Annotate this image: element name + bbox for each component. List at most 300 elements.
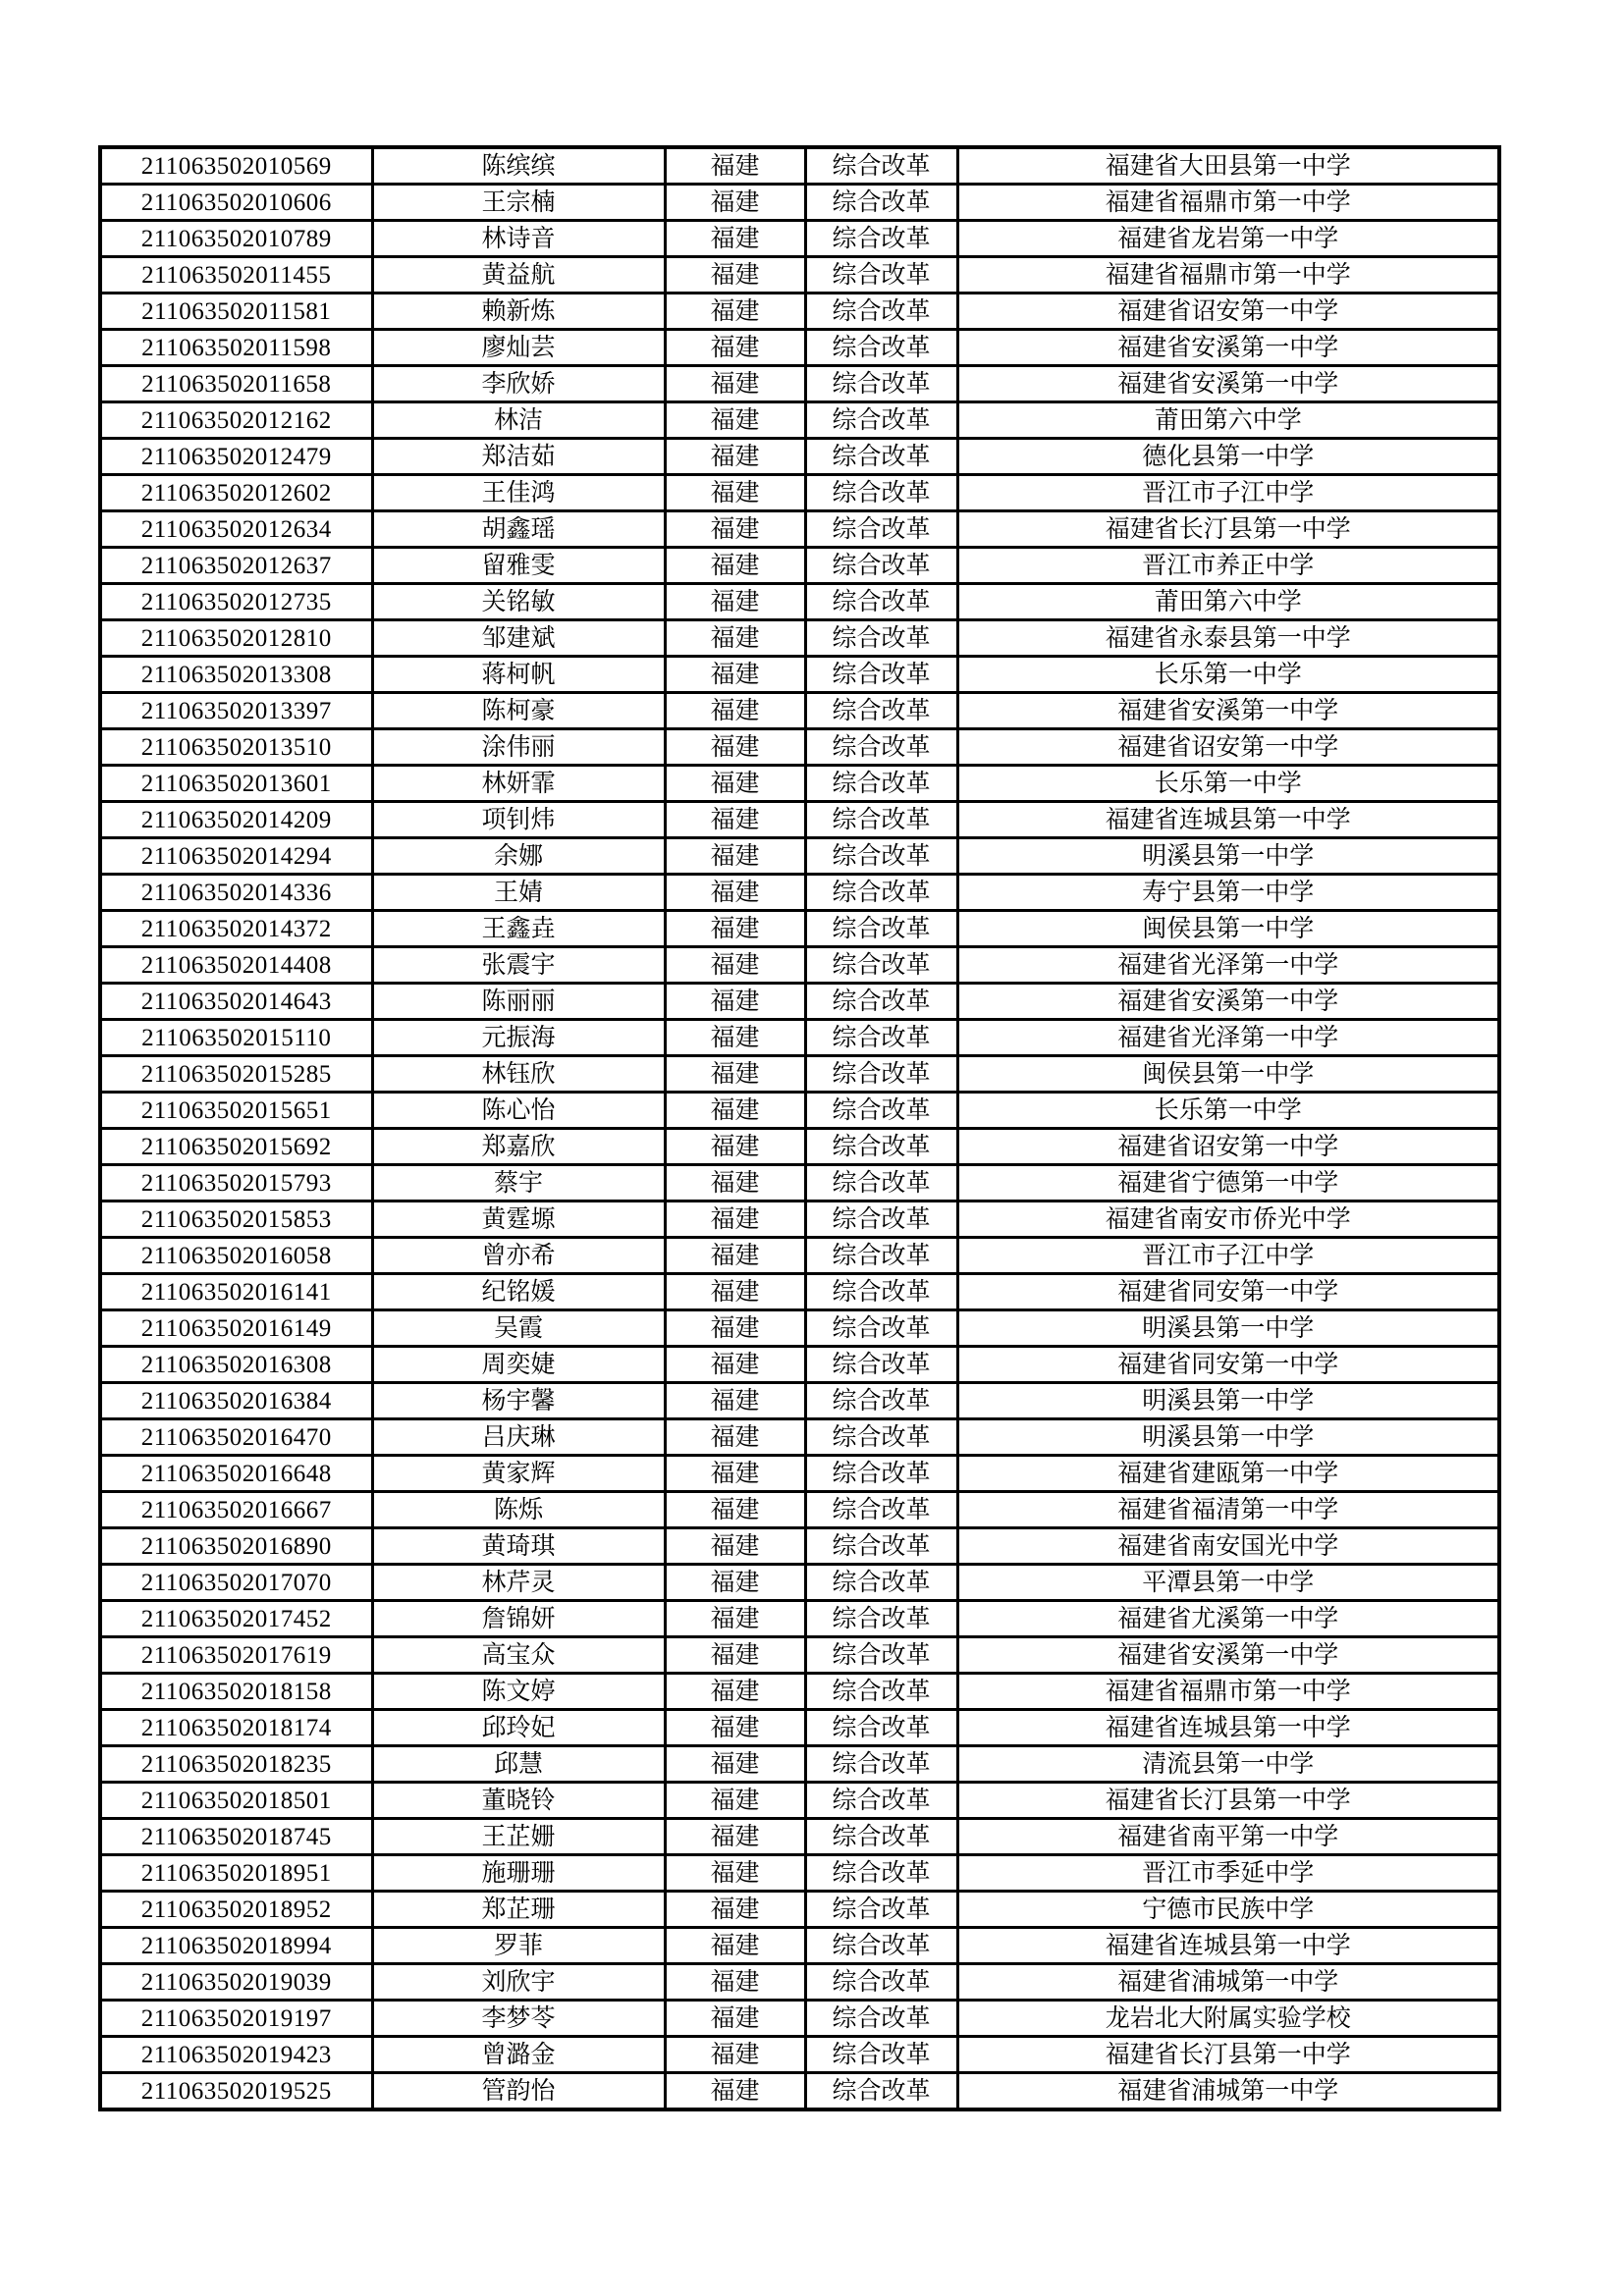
table-row [100, 657, 1499, 693]
table-row [100, 1710, 1499, 1746]
cell-exam-id: 211063502019525 [100, 2073, 372, 2110]
cell-province: 福建 [665, 875, 805, 911]
cell-exam-type: 综合改革 [805, 1964, 957, 2001]
cell-school: 明溪县第一中学 [957, 1383, 1499, 1419]
table-row [100, 1928, 1499, 1964]
cell-school: 莆田第六中学 [957, 402, 1499, 439]
cell-school: 福建省永泰县第一中学 [957, 620, 1499, 657]
cell-exam-id: 211063502011598 [100, 330, 372, 366]
cell-student-name: 张震宇 [372, 947, 665, 984]
cell-exam-type: 综合改革 [805, 875, 957, 911]
cell-exam-id: 211063502016384 [100, 1383, 372, 1419]
cell-student-name: 涂伟丽 [372, 729, 665, 766]
table-row [100, 402, 1499, 439]
table-row [100, 1855, 1499, 1892]
roster-table-body [100, 147, 1499, 2109]
table-row [100, 257, 1499, 294]
cell-exam-type: 综合改革 [805, 2037, 957, 2073]
cell-exam-type: 综合改革 [805, 1892, 957, 1928]
cell-exam-type: 综合改革 [805, 1419, 957, 1456]
cell-school: 福建省南安市侨光中学 [957, 1201, 1499, 1238]
cell-province: 福建 [665, 1892, 805, 1928]
cell-province: 福建 [665, 984, 805, 1020]
cell-exam-type: 综合改革 [805, 1347, 957, 1383]
cell-province: 福建 [665, 1201, 805, 1238]
table-row [100, 1783, 1499, 1819]
cell-school: 明溪县第一中学 [957, 1419, 1499, 1456]
cell-exam-type: 综合改革 [805, 257, 957, 294]
cell-exam-type: 综合改革 [805, 1710, 957, 1746]
cell-exam-id: 211063502012735 [100, 584, 372, 620]
cell-province: 福建 [665, 1129, 805, 1165]
cell-student-name: 周奕婕 [372, 1347, 665, 1383]
cell-exam-type: 综合改革 [805, 185, 957, 221]
cell-school: 福建省诏安第一中学 [957, 294, 1499, 330]
cell-school: 福建省安溪第一中学 [957, 366, 1499, 402]
cell-school: 明溪县第一中学 [957, 1310, 1499, 1347]
cell-student-name: 高宝众 [372, 1637, 665, 1674]
cell-province: 福建 [665, 147, 805, 185]
table-row [100, 1056, 1499, 1093]
cell-exam-id: 211063502019197 [100, 2001, 372, 2037]
cell-exam-type: 综合改革 [805, 1674, 957, 1710]
cell-school: 福建省宁德第一中学 [957, 1165, 1499, 1201]
cell-exam-type: 综合改革 [805, 657, 957, 693]
cell-student-name: 郑洁茹 [372, 439, 665, 475]
cell-exam-id: 211063502013308 [100, 657, 372, 693]
cell-student-name: 林妍霏 [372, 766, 665, 802]
table-row [100, 1819, 1499, 1855]
table-row [100, 475, 1499, 511]
table-row [100, 838, 1499, 875]
cell-school: 福建省同安第一中学 [957, 1347, 1499, 1383]
cell-school: 闽侯县第一中学 [957, 1056, 1499, 1093]
cell-school: 福建省光泽第一中学 [957, 947, 1499, 984]
cell-province: 福建 [665, 1456, 805, 1492]
cell-exam-id: 211063502018158 [100, 1674, 372, 1710]
cell-province: 福建 [665, 511, 805, 548]
cell-school: 福建省同安第一中学 [957, 1274, 1499, 1310]
cell-exam-id: 211063502012162 [100, 402, 372, 439]
cell-exam-type: 综合改革 [805, 1601, 957, 1637]
cell-exam-id: 211063502016667 [100, 1492, 372, 1528]
cell-student-name: 黄益航 [372, 257, 665, 294]
cell-school: 福建省连城县第一中学 [957, 1710, 1499, 1746]
cell-province: 福建 [665, 1528, 805, 1565]
cell-school: 福建省诏安第一中学 [957, 729, 1499, 766]
table-row [100, 147, 1499, 185]
cell-province: 福建 [665, 439, 805, 475]
cell-exam-id: 211063502015853 [100, 1201, 372, 1238]
cell-student-name: 董晓铃 [372, 1783, 665, 1819]
cell-school: 福建省浦城第一中学 [957, 1964, 1499, 2001]
cell-school: 闽侯县第一中学 [957, 911, 1499, 947]
cell-exam-id: 211063502012810 [100, 620, 372, 657]
cell-exam-id: 211063502010606 [100, 185, 372, 221]
cell-exam-type: 综合改革 [805, 1819, 957, 1855]
table-row [100, 2073, 1499, 2110]
cell-province: 福建 [665, 802, 805, 838]
cell-exam-id: 211063502012634 [100, 511, 372, 548]
table-row [100, 2001, 1499, 2037]
cell-school: 长乐第一中学 [957, 657, 1499, 693]
cell-province: 福建 [665, 402, 805, 439]
cell-school: 福建省长汀县第一中学 [957, 511, 1499, 548]
cell-school: 德化县第一中学 [957, 439, 1499, 475]
cell-exam-type: 综合改革 [805, 402, 957, 439]
cell-province: 福建 [665, 185, 805, 221]
cell-exam-id: 211063502015110 [100, 1020, 372, 1056]
cell-province: 福建 [665, 1710, 805, 1746]
cell-student-name: 关铭敏 [372, 584, 665, 620]
table-row [100, 1492, 1499, 1528]
table-row [100, 1129, 1499, 1165]
cell-exam-type: 综合改革 [805, 1383, 957, 1419]
cell-school: 福建省尤溪第一中学 [957, 1601, 1499, 1637]
table-row [100, 1274, 1499, 1310]
cell-province: 福建 [665, 475, 805, 511]
cell-province: 福建 [665, 1165, 805, 1201]
table-row [100, 1093, 1499, 1129]
cell-exam-id: 211063502017452 [100, 1601, 372, 1637]
cell-exam-id: 211063502016308 [100, 1347, 372, 1383]
cell-student-name: 蒋柯帆 [372, 657, 665, 693]
cell-exam-type: 综合改革 [805, 1456, 957, 1492]
cell-school: 寿宁县第一中学 [957, 875, 1499, 911]
cell-province: 福建 [665, 366, 805, 402]
cell-exam-id: 211063502011581 [100, 294, 372, 330]
cell-province: 福建 [665, 1020, 805, 1056]
table-row [100, 548, 1499, 584]
table-row [100, 294, 1499, 330]
cell-exam-type: 综合改革 [805, 1637, 957, 1674]
cell-student-name: 蔡宇 [372, 1165, 665, 1201]
cell-exam-type: 综合改革 [805, 1056, 957, 1093]
cell-province: 福建 [665, 620, 805, 657]
cell-exam-type: 综合改革 [805, 1201, 957, 1238]
cell-exam-type: 综合改革 [805, 147, 957, 185]
cell-student-name: 施珊珊 [372, 1855, 665, 1892]
cell-exam-id: 211063502015285 [100, 1056, 372, 1093]
table-row [100, 1238, 1499, 1274]
table-row [100, 1964, 1499, 2001]
table-row [100, 766, 1499, 802]
cell-student-name: 陈柯豪 [372, 693, 665, 729]
cell-school: 福建省长汀县第一中学 [957, 2037, 1499, 2073]
cell-school: 明溪县第一中学 [957, 838, 1499, 875]
cell-exam-type: 综合改革 [805, 1528, 957, 1565]
cell-exam-type: 综合改革 [805, 1093, 957, 1129]
cell-exam-type: 综合改革 [805, 1310, 957, 1347]
cell-school: 长乐第一中学 [957, 1093, 1499, 1129]
cell-exam-type: 综合改革 [805, 620, 957, 657]
cell-exam-type: 综合改革 [805, 1746, 957, 1783]
cell-exam-id: 211063502014336 [100, 875, 372, 911]
table-row [100, 1201, 1499, 1238]
cell-exam-type: 综合改革 [805, 475, 957, 511]
cell-exam-id: 211063502016058 [100, 1238, 372, 1274]
cell-exam-id: 211063502015651 [100, 1093, 372, 1129]
cell-school: 福建省福鼎市第一中学 [957, 257, 1499, 294]
cell-exam-type: 综合改革 [805, 984, 957, 1020]
table-row [100, 984, 1499, 1020]
cell-student-name: 郑嘉欣 [372, 1129, 665, 1165]
cell-school: 福建省南安国光中学 [957, 1528, 1499, 1565]
cell-student-name: 管韵怡 [372, 2073, 665, 2110]
cell-exam-type: 综合改革 [805, 1855, 957, 1892]
cell-student-name: 黄霆塬 [372, 1201, 665, 1238]
cell-school: 晋江市子江中学 [957, 475, 1499, 511]
cell-student-name: 留雅雯 [372, 548, 665, 584]
cell-exam-type: 综合改革 [805, 766, 957, 802]
cell-province: 福建 [665, 1783, 805, 1819]
cell-province: 福建 [665, 548, 805, 584]
cell-student-name: 王宗楠 [372, 185, 665, 221]
cell-school: 福建省连城县第一中学 [957, 802, 1499, 838]
table-row [100, 1637, 1499, 1674]
cell-student-name: 罗菲 [372, 1928, 665, 1964]
cell-exam-id: 211063502016648 [100, 1456, 372, 1492]
cell-province: 福建 [665, 1492, 805, 1528]
table-row [100, 1456, 1499, 1492]
cell-school: 福建省安溪第一中学 [957, 330, 1499, 366]
table-row [100, 1565, 1499, 1601]
cell-exam-type: 综合改革 [805, 1565, 957, 1601]
cell-student-name: 曾潞金 [372, 2037, 665, 2073]
cell-province: 福建 [665, 729, 805, 766]
cell-province: 福建 [665, 1383, 805, 1419]
table-row [100, 1165, 1499, 1201]
cell-exam-id: 211063502014372 [100, 911, 372, 947]
cell-province: 福建 [665, 1855, 805, 1892]
table-row [100, 947, 1499, 984]
cell-exam-type: 综合改革 [805, 511, 957, 548]
cell-student-name: 陈烁 [372, 1492, 665, 1528]
cell-province: 福建 [665, 1964, 805, 2001]
cell-exam-id: 211063502012602 [100, 475, 372, 511]
cell-student-name: 刘欣宇 [372, 1964, 665, 2001]
cell-exam-type: 综合改革 [805, 2001, 957, 2037]
cell-exam-id: 211063502010569 [100, 147, 372, 185]
table-row [100, 221, 1499, 257]
cell-province: 福建 [665, 584, 805, 620]
cell-student-name: 詹锦妍 [372, 1601, 665, 1637]
cell-exam-id: 211063502015793 [100, 1165, 372, 1201]
cell-exam-id: 211063502018994 [100, 1928, 372, 1964]
cell-exam-type: 综合改革 [805, 330, 957, 366]
cell-exam-id: 211063502016470 [100, 1419, 372, 1456]
cell-school: 平潭县第一中学 [957, 1565, 1499, 1601]
cell-province: 福建 [665, 838, 805, 875]
cell-student-name: 纪铭媛 [372, 1274, 665, 1310]
cell-student-name: 李梦苓 [372, 2001, 665, 2037]
table-row [100, 911, 1499, 947]
table-row [100, 1674, 1499, 1710]
table-row [100, 1310, 1499, 1347]
cell-student-name: 王婧 [372, 875, 665, 911]
cell-province: 福建 [665, 1093, 805, 1129]
cell-exam-type: 综合改革 [805, 947, 957, 984]
cell-student-name: 余娜 [372, 838, 665, 875]
cell-school: 福建省诏安第一中学 [957, 1129, 1499, 1165]
table-row [100, 693, 1499, 729]
cell-exam-type: 综合改革 [805, 1928, 957, 1964]
cell-province: 福建 [665, 1601, 805, 1637]
table-row [100, 1419, 1499, 1456]
cell-exam-type: 综合改革 [805, 548, 957, 584]
cell-school: 福建省安溪第一中学 [957, 693, 1499, 729]
cell-school: 福建省福鼎市第一中学 [957, 1674, 1499, 1710]
table-row [100, 875, 1499, 911]
table-row [100, 1020, 1499, 1056]
table-row [100, 1746, 1499, 1783]
cell-student-name: 吴霞 [372, 1310, 665, 1347]
cell-province: 福建 [665, 294, 805, 330]
cell-school: 福建省浦城第一中学 [957, 2073, 1499, 2110]
cell-student-name: 王佳鸿 [372, 475, 665, 511]
cell-exam-type: 综合改革 [805, 911, 957, 947]
cell-student-name: 曾亦希 [372, 1238, 665, 1274]
table-row [100, 1383, 1499, 1419]
cell-school: 福建省安溪第一中学 [957, 1637, 1499, 1674]
cell-province: 福建 [665, 911, 805, 947]
cell-exam-id: 211063502013601 [100, 766, 372, 802]
cell-school: 福建省南平第一中学 [957, 1819, 1499, 1855]
cell-exam-id: 211063502018501 [100, 1783, 372, 1819]
cell-exam-type: 综合改革 [805, 1238, 957, 1274]
cell-student-name: 廖灿芸 [372, 330, 665, 366]
cell-student-name: 杨宇馨 [372, 1383, 665, 1419]
cell-exam-type: 综合改革 [805, 1274, 957, 1310]
cell-exam-type: 综合改革 [805, 838, 957, 875]
cell-student-name: 邱玲妃 [372, 1710, 665, 1746]
cell-exam-type: 综合改革 [805, 1129, 957, 1165]
cell-province: 福建 [665, 330, 805, 366]
cell-student-name: 胡鑫瑶 [372, 511, 665, 548]
cell-exam-id: 211063502016890 [100, 1528, 372, 1565]
cell-province: 福建 [665, 1056, 805, 1093]
cell-province: 福建 [665, 1674, 805, 1710]
cell-exam-id: 211063502017070 [100, 1565, 372, 1601]
cell-student-name: 林诗音 [372, 221, 665, 257]
cell-exam-id: 211063502018951 [100, 1855, 372, 1892]
cell-exam-type: 综合改革 [805, 729, 957, 766]
cell-province: 福建 [665, 1565, 805, 1601]
cell-student-name: 吕庆琳 [372, 1419, 665, 1456]
cell-exam-type: 综合改革 [805, 221, 957, 257]
cell-school: 福建省连城县第一中学 [957, 1928, 1499, 1964]
cell-exam-id: 211063502014643 [100, 984, 372, 1020]
cell-province: 福建 [665, 1419, 805, 1456]
cell-province: 福建 [665, 2001, 805, 2037]
cell-exam-id: 211063502018952 [100, 1892, 372, 1928]
cell-exam-id: 211063502016149 [100, 1310, 372, 1347]
cell-school: 晋江市养正中学 [957, 548, 1499, 584]
cell-exam-id: 211063502013397 [100, 693, 372, 729]
cell-exam-id: 211063502011658 [100, 366, 372, 402]
cell-province: 福建 [665, 1310, 805, 1347]
cell-exam-type: 综合改革 [805, 1783, 957, 1819]
table-row [100, 2037, 1499, 2073]
cell-province: 福建 [665, 947, 805, 984]
cell-exam-id: 211063502010789 [100, 221, 372, 257]
cell-exam-type: 综合改革 [805, 584, 957, 620]
cell-school: 福建省龙岩第一中学 [957, 221, 1499, 257]
cell-province: 福建 [665, 1347, 805, 1383]
cell-exam-id: 211063502016141 [100, 1274, 372, 1310]
cell-student-name: 黄琦琪 [372, 1528, 665, 1565]
table-row [100, 1601, 1499, 1637]
table-row [100, 330, 1499, 366]
cell-school: 龙岩北大附属实验学校 [957, 2001, 1499, 2037]
cell-student-name: 王芷姗 [372, 1819, 665, 1855]
table-row [100, 1528, 1499, 1565]
cell-province: 福建 [665, 657, 805, 693]
cell-exam-id: 211063502015692 [100, 1129, 372, 1165]
cell-student-name: 项钊炜 [372, 802, 665, 838]
cell-exam-id: 211063502012479 [100, 439, 372, 475]
table-row [100, 1347, 1499, 1383]
cell-province: 福建 [665, 2037, 805, 2073]
table-row [100, 729, 1499, 766]
cell-exam-type: 综合改革 [805, 1165, 957, 1201]
cell-school: 福建省大田县第一中学 [957, 147, 1499, 185]
cell-student-name: 元振海 [372, 1020, 665, 1056]
cell-exam-type: 综合改革 [805, 294, 957, 330]
cell-student-name: 陈缤缤 [372, 147, 665, 185]
cell-exam-type: 综合改革 [805, 693, 957, 729]
cell-student-name: 王鑫垚 [372, 911, 665, 947]
cell-province: 福建 [665, 1637, 805, 1674]
cell-student-name: 陈文婷 [372, 1674, 665, 1710]
cell-student-name: 赖新炼 [372, 294, 665, 330]
cell-school: 福建省建瓯第一中学 [957, 1456, 1499, 1492]
table-row [100, 802, 1499, 838]
cell-school: 清流县第一中学 [957, 1746, 1499, 1783]
cell-student-name: 李欣娇 [372, 366, 665, 402]
cell-school: 福建省福鼎市第一中学 [957, 185, 1499, 221]
cell-exam-id: 211063502011455 [100, 257, 372, 294]
cell-school: 福建省福清第一中学 [957, 1492, 1499, 1528]
cell-province: 福建 [665, 1238, 805, 1274]
cell-student-name: 林芹灵 [372, 1565, 665, 1601]
cell-province: 福建 [665, 221, 805, 257]
cell-school: 长乐第一中学 [957, 766, 1499, 802]
cell-exam-type: 综合改革 [805, 2073, 957, 2110]
cell-school: 福建省长汀县第一中学 [957, 1783, 1499, 1819]
table-row [100, 1892, 1499, 1928]
cell-province: 福建 [665, 2073, 805, 2110]
cell-exam-id: 211063502019039 [100, 1964, 372, 2001]
table-row [100, 439, 1499, 475]
cell-school: 宁德市民族中学 [957, 1892, 1499, 1928]
cell-exam-type: 综合改革 [805, 802, 957, 838]
cell-school: 晋江市子江中学 [957, 1238, 1499, 1274]
cell-province: 福建 [665, 766, 805, 802]
table-row [100, 185, 1499, 221]
table-row [100, 511, 1499, 548]
table-row [100, 584, 1499, 620]
cell-province: 福建 [665, 693, 805, 729]
cell-exam-id: 211063502012637 [100, 548, 372, 584]
cell-province: 福建 [665, 1746, 805, 1783]
cell-exam-id: 211063502014209 [100, 802, 372, 838]
cell-exam-type: 综合改革 [805, 439, 957, 475]
cell-school: 福建省光泽第一中学 [957, 1020, 1499, 1056]
cell-school: 福建省安溪第一中学 [957, 984, 1499, 1020]
cell-exam-id: 211063502018174 [100, 1710, 372, 1746]
cell-student-name: 林钰欣 [372, 1056, 665, 1093]
